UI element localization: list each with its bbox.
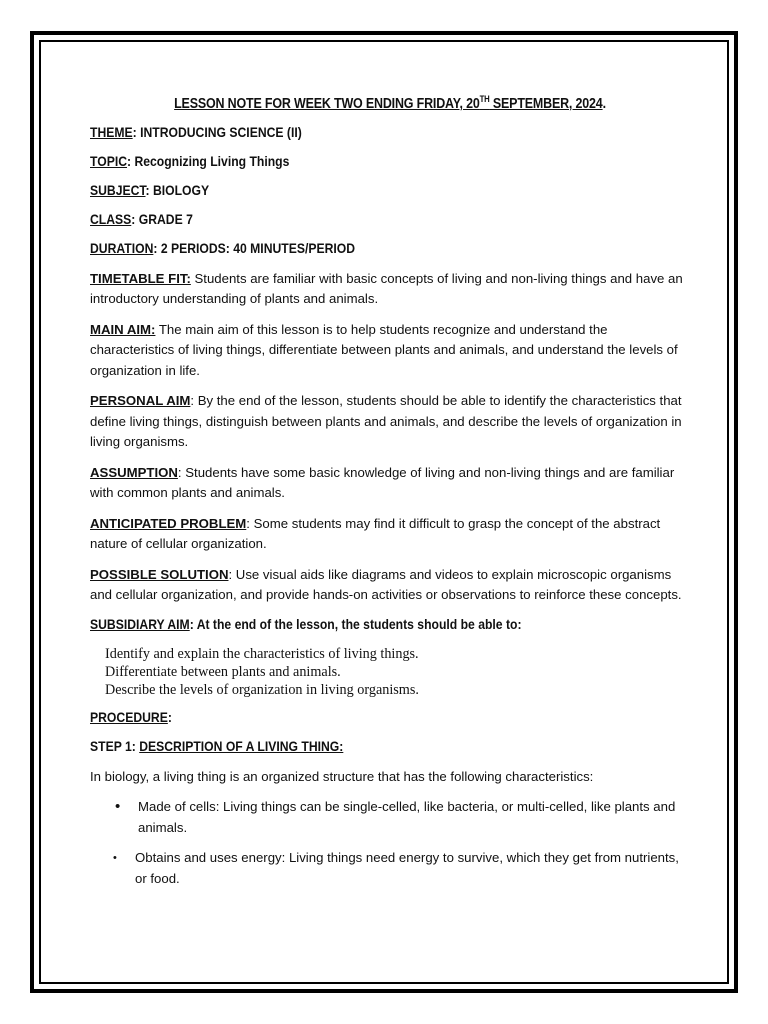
theme-label: THEME bbox=[90, 123, 133, 140]
assumption-text: : Students have some basic knowledge of living and non-living things and are familiar with common plants and animals. bbox=[90, 464, 675, 501]
topic-value: : Recognizing Living Things bbox=[127, 152, 290, 169]
topic-line bbox=[90, 153, 612, 169]
timetable-fit-paragraph bbox=[90, 269, 690, 310]
subject-value: : BIOLOGY bbox=[145, 181, 210, 198]
title-period: . bbox=[602, 95, 606, 112]
procedure-label: PROCEDURE bbox=[90, 708, 168, 725]
class-line bbox=[90, 211, 612, 227]
class-value: : GRADE 7 bbox=[131, 210, 193, 227]
title-superscript: TH bbox=[479, 94, 490, 104]
duration-value: : 2 PERIODS: 40 MINUTES/PERIOD bbox=[153, 239, 356, 256]
step-1-heading bbox=[90, 738, 612, 754]
subsidiary-aim-text: : At the end of the lesson, the students should be able to: bbox=[189, 615, 522, 632]
objective-item: Identify and explain the characteristics of living things. bbox=[105, 645, 419, 662]
theme-value: : INTRODUCING SCIENCE (II) bbox=[132, 123, 302, 140]
timetable-fit-label: TIMETABLE FIT: bbox=[90, 270, 191, 286]
procedure-heading bbox=[90, 709, 612, 725]
class-label: CLASS bbox=[90, 210, 132, 227]
timetable-fit-text: Students are familiar with basic concepts of living and non-living things and have an introductory understanding of plants and animals. bbox=[90, 270, 683, 307]
step-1-label: DESCRIPTION OF A LIVING THING: bbox=[139, 737, 344, 754]
procedure-colon: : bbox=[167, 708, 172, 725]
list-item-text: Obtains and uses energy: Living things need energy to survive, which they get from nutrients, or food. bbox=[135, 850, 679, 886]
personal-aim-label: PERSONAL AIM bbox=[90, 393, 191, 409]
assumption-paragraph bbox=[90, 463, 690, 504]
living-thing-intro: In biology, a living thing is an organized structure that has the following characteristics: bbox=[90, 768, 594, 784]
objective-item: Describe the levels of organization in living organisms. bbox=[105, 681, 419, 698]
bullet-icon: • bbox=[113, 852, 117, 865]
topic-label: TOPIC bbox=[90, 152, 128, 169]
objective-item: Differentiate between plants and animals. bbox=[105, 663, 341, 680]
subject-label: SUBJECT bbox=[90, 181, 146, 198]
personal-aim-text: : By the end of the lesson, students should be able to identify the characteristics that define living things, distinguish between plants and animals, and describe the levels of organization in living organisms. bbox=[90, 393, 682, 450]
list-item bbox=[90, 797, 690, 838]
main-aim-label: MAIN AIM: bbox=[90, 321, 156, 337]
theme-line bbox=[90, 124, 612, 140]
characteristics-list bbox=[90, 797, 690, 889]
step-1-prefix: STEP 1: bbox=[90, 737, 140, 754]
main-aim-paragraph bbox=[90, 320, 690, 382]
anticipated-problem-text: : Some students may find it difficult to grasp the concept of the abstract nature of cellular organization. bbox=[90, 515, 661, 552]
document-title bbox=[132, 94, 648, 112]
subject-line bbox=[90, 182, 612, 198]
bullet-icon: • bbox=[115, 798, 121, 816]
objectives-list bbox=[105, 645, 690, 699]
anticipated-problem-paragraph bbox=[90, 514, 690, 555]
possible-solution-paragraph bbox=[90, 565, 690, 606]
subsidiary-aim-line bbox=[90, 616, 612, 632]
title-text bbox=[174, 96, 602, 112]
title-suffix: SEPTEMBER, 2024 bbox=[489, 95, 603, 112]
list-item-text: Made of cells: Living things can be single-celled, like bacteria, or multi-celled, like plants and animals. bbox=[138, 799, 676, 835]
lesson-note-content bbox=[90, 94, 690, 899]
possible-solution-label: POSSIBLE SOLUTION bbox=[90, 566, 229, 582]
possible-solution-text: : Use visual aids like diagrams and videos to explain microscopic organisms and cellular organization, and provide hands-on activities or observations to reinforce these concepts. bbox=[90, 566, 682, 603]
title-prefix: LESSON NOTE FOR WEEK TWO ENDING FRIDAY, 20 bbox=[174, 95, 480, 112]
main-aim-text: The main aim of this lesson is to help students recognize and understand the characteristics of living things, differentiate between plants and animals, and understand the levels of organization in life. bbox=[90, 321, 678, 378]
duration-label: DURATION bbox=[90, 239, 154, 256]
list-item bbox=[90, 848, 690, 889]
duration-line bbox=[90, 240, 612, 256]
assumption-label: ASSUMPTION bbox=[90, 464, 178, 480]
personal-aim-paragraph bbox=[90, 391, 690, 453]
anticipated-problem-label: ANTICIPATED PROBLEM bbox=[90, 515, 247, 531]
subsidiary-aim-label: SUBSIDIARY AIM bbox=[90, 615, 190, 632]
